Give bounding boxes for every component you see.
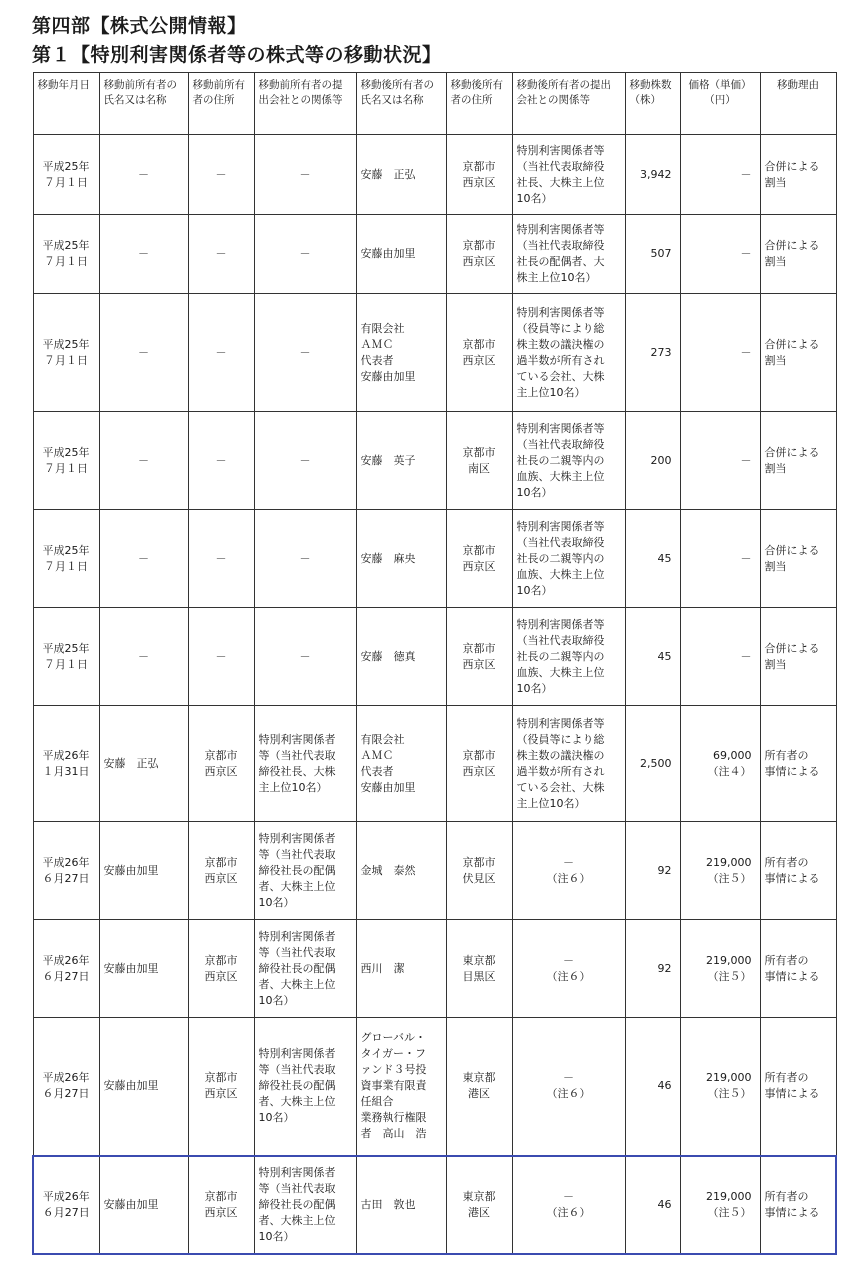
cell-before-name: 安藤 正弘 (99, 706, 188, 822)
cell-shares: 45 (625, 510, 680, 608)
table-row (33, 294, 836, 412)
cell-price: 219,000 （注５） (680, 1018, 760, 1156)
cell-before-name: － (99, 608, 188, 706)
cell-reason: 所有者の 事情による (760, 920, 836, 1018)
cell-after-relation: 特別利害関係者等 （当社代表取締役 社長の二親等内の 血族、大株主上位 10名） (512, 608, 625, 706)
cell-after-name: 安藤 徳真 (356, 608, 446, 706)
table-row (33, 215, 836, 294)
table-row (33, 510, 836, 608)
cell-price: 219,000 （注５） (680, 822, 760, 920)
cell-before-address: 京都市 西京区 (188, 920, 254, 1018)
cell-before-name: － (99, 135, 188, 215)
cell-date: 平成25年 ７月１日 (33, 294, 99, 412)
cell-reason: 合併による 割当 (760, 215, 836, 294)
cell-after-address: 東京都 目黒区 (446, 920, 512, 1018)
cell-price: － (680, 412, 760, 510)
header-price: 価格（単価）（円） (680, 73, 760, 135)
cell-before-address: － (188, 294, 254, 412)
cell-shares: 92 (625, 822, 680, 920)
cell-shares: 3,942 (625, 135, 680, 215)
table-header-row (33, 73, 836, 135)
table-row (33, 135, 836, 215)
cell-after-address: 京都市 西京区 (446, 706, 512, 822)
cell-date: 平成26年 ６月27日 (33, 1156, 99, 1254)
cell-before-name: 安藤由加里 (99, 920, 188, 1018)
cell-after-relation: － （注６） (512, 1156, 625, 1254)
cell-after-relation: 特別利害関係者等 （当社代表取締役 社長の配偶者、大 株主上位10名） (512, 215, 625, 294)
cell-after-name: 有限会社 ＡＭＣ 代表者 安藤由加里 (356, 294, 446, 412)
cell-after-relation: 特別利害関係者等 （役員等により総 株主数の議決権の 過半数が所有され ている会社、大株 主上位10名） (512, 294, 625, 412)
cell-before-address: 京都市 西京区 (188, 822, 254, 920)
cell-before-relation: 特別利害関係者 等（当社代表取 締役社長の配偶 者、大株主上位 10名） (254, 920, 356, 1018)
cell-before-name: － (99, 294, 188, 412)
header-transfer-date: 移動年月日 (33, 73, 99, 135)
cell-after-relation: 特別利害関係者等 （役員等により総 株主数の議決権の 過半数が所有され ている会社、大株 主上位10名） (512, 706, 625, 822)
cell-after-relation: － （注６） (512, 822, 625, 920)
cell-shares: 46 (625, 1156, 680, 1254)
cell-after-address: 京都市 西京区 (446, 608, 512, 706)
cell-date: 平成26年 ６月27日 (33, 1018, 99, 1156)
cell-after-name: 有限会社 ＡＭＣ 代表者 安藤由加里 (356, 706, 446, 822)
cell-after-name: 西川 潔 (356, 920, 446, 1018)
table-row (33, 412, 836, 510)
cell-after-name: 金城 泰然 (356, 822, 446, 920)
cell-after-relation: 特別利害関係者等 （当社代表取締役 社長の二親等内の 血族、大株主上位 10名） (512, 510, 625, 608)
cell-before-name: － (99, 412, 188, 510)
header-before-owner-relation: 移動前所有者の提出会社との関係等 (254, 73, 356, 135)
table-row (33, 920, 836, 1018)
cell-after-relation: － （注６） (512, 920, 625, 1018)
cell-price: 69,000 （注４） (680, 706, 760, 822)
cell-shares: 45 (625, 608, 680, 706)
cell-date: 平成25年 ７月１日 (33, 215, 99, 294)
cell-reason: 合併による 割当 (760, 412, 836, 510)
cell-before-address: 京都市 西京区 (188, 1018, 254, 1156)
cell-date: 平成25年 ７月１日 (33, 135, 99, 215)
cell-before-address: 京都市 西京区 (188, 706, 254, 822)
cell-after-address: 京都市 西京区 (446, 294, 512, 412)
table-row (33, 822, 836, 920)
cell-before-relation: － (254, 510, 356, 608)
table-row (33, 706, 836, 822)
cell-before-relation: － (254, 135, 356, 215)
cell-before-relation: － (254, 215, 356, 294)
cell-after-name: 安藤由加里 (356, 215, 446, 294)
cell-shares: 200 (625, 412, 680, 510)
cell-before-relation: 特別利害関係者 等（当社代表取 締役社長の配偶 者、大株主上位 10名） (254, 1156, 356, 1254)
cell-before-relation: － (254, 294, 356, 412)
header-after-owner-address: 移動後所有者の住所 (446, 73, 512, 135)
header-reason: 移動理由 (760, 73, 836, 135)
cell-before-address: － (188, 608, 254, 706)
cell-shares: 92 (625, 920, 680, 1018)
cell-before-relation: 特別利害関係者 等（当社代表取 締役社長、大株 主上位10名） (254, 706, 356, 822)
cell-date: 平成25年 ７月１日 (33, 510, 99, 608)
cell-after-name: グローバル・ タイガー・フ ァンド３号投 資事業有限責 任組合 業務執行権限 者 高山 浩 (356, 1018, 446, 1156)
cell-price: － (680, 608, 760, 706)
cell-date: 平成25年 ７月１日 (33, 412, 99, 510)
cell-date: 平成25年 ７月１日 (33, 608, 99, 706)
cell-date: 平成26年 １月31日 (33, 706, 99, 822)
cell-before-name: － (99, 510, 188, 608)
cell-before-name: － (99, 215, 188, 294)
cell-after-address: 東京都 港区 (446, 1156, 512, 1254)
header-before-owner-name: 移動前所有者の氏名又は名称 (99, 73, 188, 135)
part-title: 第四部【株式公開情報】 (32, 15, 247, 37)
cell-after-name: 安藤 英子 (356, 412, 446, 510)
cell-reason: 合併による 割当 (760, 510, 836, 608)
header-before-owner-address: 移動前所有者の住所 (188, 73, 254, 135)
header-shares: 移動株数（株） (625, 73, 680, 135)
cell-after-relation: 特別利害関係者等 （当社代表取締役 社長の二親等内の 血族、大株主上位 10名） (512, 412, 625, 510)
cell-reason: 所有者の 事情による (760, 1018, 836, 1156)
cell-before-address: 京都市 西京区 (188, 1156, 254, 1254)
cell-before-name: 安藤由加里 (99, 822, 188, 920)
cell-date: 平成26年 ６月27日 (33, 822, 99, 920)
header-after-owner-name: 移動後所有者の氏名又は名称 (356, 73, 446, 135)
cell-after-address: 京都市 南区 (446, 412, 512, 510)
cell-price: － (680, 215, 760, 294)
cell-reason: 所有者の 事情による (760, 1156, 836, 1254)
cell-shares: 46 (625, 1018, 680, 1156)
table-row (33, 1018, 836, 1156)
cell-shares: 507 (625, 215, 680, 294)
cell-price: 219,000 （注５） (680, 920, 760, 1018)
table-row (33, 608, 836, 706)
cell-reason: 合併による 割当 (760, 135, 836, 215)
cell-before-address: － (188, 135, 254, 215)
cell-after-name: 古田 敦也 (356, 1156, 446, 1254)
cell-before-relation: 特別利害関係者 等（当社代表取 締役社長の配偶 者、大株主上位 10名） (254, 1018, 356, 1156)
cell-before-address: － (188, 510, 254, 608)
cell-before-name: 安藤由加里 (99, 1156, 188, 1254)
cell-before-relation: － (254, 608, 356, 706)
cell-after-address: 京都市 伏見区 (446, 822, 512, 920)
cell-price: － (680, 510, 760, 608)
cell-reason: 所有者の 事情による (760, 706, 836, 822)
cell-price: 219,000 （注５） (680, 1156, 760, 1254)
cell-before-name: 安藤由加里 (99, 1018, 188, 1156)
share-transfer-table (32, 72, 837, 1255)
cell-after-relation: － （注６） (512, 1018, 625, 1156)
section-title: 第１【特別利害関係者等の株式等の移動状況】 (32, 44, 442, 66)
cell-shares: 2,500 (625, 706, 680, 822)
cell-before-relation: 特別利害関係者 等（当社代表取 締役社長の配偶 者、大株主上位 10名） (254, 822, 356, 920)
cell-date: 平成26年 ６月27日 (33, 920, 99, 1018)
cell-after-name: 安藤 正弘 (356, 135, 446, 215)
cell-after-address: 京都市 西京区 (446, 215, 512, 294)
cell-reason: 合併による 割当 (760, 294, 836, 412)
table-row-highlighted (33, 1156, 836, 1254)
cell-after-name: 安藤 麻央 (356, 510, 446, 608)
cell-price: － (680, 294, 760, 412)
cell-price: － (680, 135, 760, 215)
cell-after-address: 京都市 西京区 (446, 135, 512, 215)
cell-after-address: 東京都 港区 (446, 1018, 512, 1156)
cell-after-relation: 特別利害関係者等 （当社代表取締役 社長、大株主上位 10名） (512, 135, 625, 215)
cell-before-relation: － (254, 412, 356, 510)
header-after-owner-relation: 移動後所有者の提出会社との関係等 (512, 73, 625, 135)
cell-before-address: － (188, 215, 254, 294)
cell-after-address: 京都市 西京区 (446, 510, 512, 608)
cell-reason: 所有者の 事情による (760, 822, 836, 920)
cell-shares: 273 (625, 294, 680, 412)
cell-before-address: － (188, 412, 254, 510)
cell-reason: 合併による 割当 (760, 608, 836, 706)
